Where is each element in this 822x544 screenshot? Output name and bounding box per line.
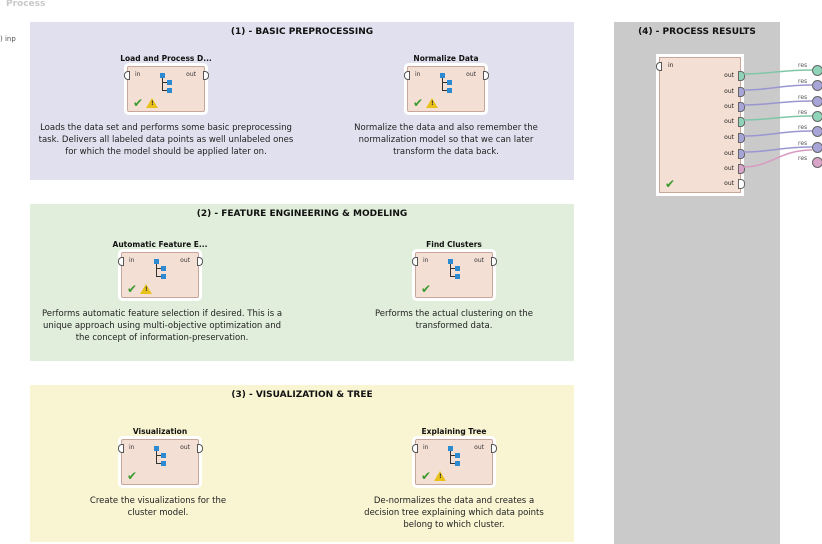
section-title: (3) - VISUALIZATION & TREE [231, 390, 373, 400]
check-icon: ✔ [133, 96, 144, 110]
port-out-label: out [466, 71, 476, 78]
operator-description: Normalize the data and also remember the normalization model so that we can later transform the data back. [354, 123, 538, 157]
result-port[interactable] [812, 96, 822, 107]
operator-label: Explaining Tree [421, 427, 487, 436]
warning-icon: ! [140, 284, 152, 294]
section-title: (2) - FEATURE ENGINEERING & MODELING [196, 209, 408, 219]
port-out-label: out [724, 180, 734, 187]
check-icon: ✔ [665, 177, 676, 191]
port-in-label: in [668, 62, 674, 69]
result-port[interactable] [812, 157, 822, 168]
port-out-label: out [724, 72, 734, 79]
warning-icon: ! [434, 471, 446, 481]
operator-label: Find Clusters [426, 240, 482, 249]
check-icon: ✔ [127, 469, 138, 483]
result-port-label: res [798, 140, 808, 147]
section-title: (1) - BASIC PREPROCESSING [230, 27, 374, 37]
port-out-label: out [724, 134, 734, 141]
port-out-label: out [724, 150, 734, 157]
check-icon: ✔ [413, 96, 424, 110]
port-in-label: in [129, 257, 135, 264]
port-out-label: out [724, 165, 734, 172]
port-out-label: out [180, 257, 190, 264]
input-port-label[interactable]: ) inp [0, 35, 16, 43]
operator-label: Automatic Feature E... [112, 240, 208, 249]
result-port-label: res [798, 155, 808, 162]
operator-description: Performs the actual clustering on the transformed data. [374, 309, 533, 331]
port-out-label: out [474, 444, 484, 451]
port-in-label: in [423, 257, 429, 264]
operator-description: De-normalizes the data and creates a decision tree explaining which data points belong to which cluster. [364, 496, 544, 530]
operator-label: Visualization [132, 427, 188, 436]
result-port-label: res [798, 109, 808, 116]
check-icon: ✔ [127, 282, 138, 296]
result-port[interactable] [812, 65, 822, 76]
result-port-label: res [798, 62, 808, 69]
warning-icon: ! [426, 98, 438, 108]
operator-description: Create the visualizations for the cluster model. [89, 496, 227, 518]
port-in-label: in [129, 444, 135, 451]
result-port[interactable] [812, 126, 822, 137]
result-port[interactable] [812, 111, 822, 122]
result-port[interactable] [812, 142, 822, 153]
operator-description: Performs automatic feature selection if desired. This is a unique approach using multi-objective optimization and the concept of information-preservation. [41, 309, 283, 343]
port-out-label: out [180, 444, 190, 451]
operator-label: Load and Process D... [120, 54, 212, 63]
operator-description: Loads the data set and performs some basic preprocessing task. Delivers all labeled data points as well unlabeled ones for which the model should be applied later on. [38, 123, 294, 157]
port-out-label: out [474, 257, 484, 264]
result-port-label: res [798, 78, 808, 85]
port-out-label: out [186, 71, 196, 78]
warning-icon: ! [146, 98, 158, 108]
result-port-label: res [798, 94, 808, 101]
port-in-label: in [415, 71, 421, 78]
port-in-label: in [135, 71, 141, 78]
port-in-label: in [423, 444, 429, 451]
result-port-label: res [798, 124, 808, 131]
check-icon: ✔ [421, 469, 432, 483]
process-header: Process [6, 0, 46, 9]
result-port[interactable] [812, 80, 822, 91]
port-out-label: out [724, 103, 734, 110]
port-out-label: out [724, 88, 734, 95]
port-out-label: out [724, 118, 734, 125]
operator-label: Normalize Data [413, 54, 479, 63]
section-title: (4) - PROCESS RESULTS [638, 27, 756, 37]
check-icon: ✔ [421, 282, 432, 296]
